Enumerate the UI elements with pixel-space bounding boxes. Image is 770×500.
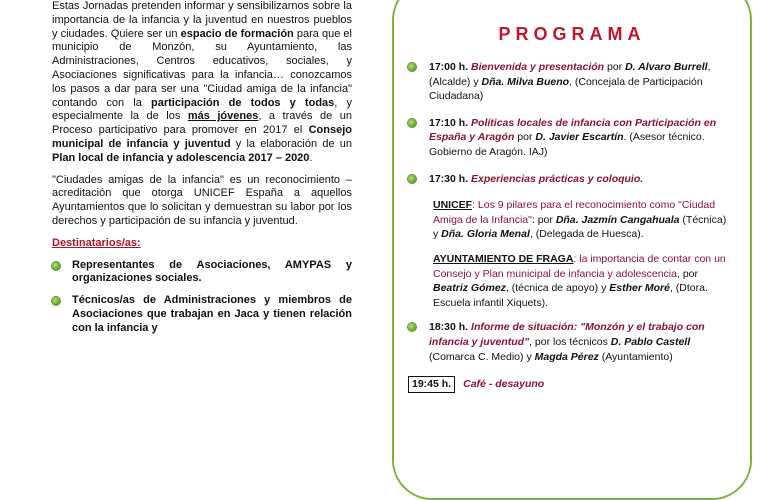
programa-list (408, 60, 732, 393)
item-event: Bienvenida y presentación (471, 61, 605, 73)
intro-text: para que el municipio de Monzón, su Ayuntamiento, las Administraciones, Centros educativos, sociales, y Asociaciones significativas para la infancia… conozcamos los pasos a dar para ser una "Ciudad amiga de la infancia" contando con la (52, 27, 352, 109)
item-role: (Técnica) y (433, 213, 727, 241)
programa-item-text (429, 172, 732, 187)
intro-emphasis: espacio de formación (180, 27, 294, 40)
intro-text: y la elaboración de un (230, 137, 353, 150)
sub-label: UNICEF (433, 199, 473, 212)
programa-item-text (429, 320, 732, 364)
item-event: Café - desayuno (463, 378, 545, 391)
green-bullet-icon (52, 262, 60, 270)
sub-label: AYUNTAMIENTO DE FRAGA (433, 252, 574, 265)
green-bullet-icon (408, 175, 416, 183)
intro-text: . (309, 151, 313, 164)
item-role: , (Alcalde) y (429, 61, 711, 88)
green-bullet-icon (52, 297, 60, 305)
item-person: Dña. Milva Bueno (481, 75, 570, 88)
destinatarios-item-text: Técnicos/as de Administraciones y miembros de Asociaciones que trabajan en Jaca y tienen relación con la infancia y (72, 294, 352, 334)
item-time: 17:00 h. (429, 61, 469, 73)
green-bullet-icon (408, 63, 416, 71)
item-time: 18:30 h. (429, 321, 469, 334)
last-item (408, 376, 732, 393)
item-role: . (Asesor técnico. Gobierno de Aragón. IAJ) (429, 131, 705, 158)
programa-item-text (429, 60, 732, 104)
destinatarios-item (52, 294, 352, 335)
item-person: Dña. Gloria Menal (441, 228, 530, 241)
intro-emphasis: Plan local de infancia y adolescencia 2017 – 2020 (52, 151, 310, 164)
item-person: D. Javier Escartín (535, 131, 624, 144)
time-box: 19:45 h. (408, 376, 455, 393)
item-time: 17:10 h. (429, 116, 469, 129)
sub-event: : la importancia de contar con un Consejo y Plan municipal de infancia y adolescencia, (433, 252, 726, 280)
sub-event: : Los 9 pilares para el reconocimiento como "Ciudad Amiga de la Infancia" (433, 199, 716, 226)
item-person: Beatriz Gómez (433, 282, 506, 295)
item-role: , (Concejala de Participación Ciudadana) (429, 75, 703, 103)
item-person: Dña. Jazmín Cangahuala (555, 213, 680, 226)
intro-emphasis: Consejo municipal de infancia y juventud (52, 124, 352, 150)
intro-paragraph (52, 0, 352, 166)
item-time: 17:30 h. (429, 172, 469, 185)
item-person: Magda Pérez (534, 350, 599, 363)
item-text: por (604, 61, 626, 73)
item-role: (Comarca C. Medio) y (429, 350, 535, 363)
item-text: : por (531, 213, 556, 226)
intro-emphasis: más jóvenes (187, 110, 259, 123)
item-text: por (679, 267, 698, 280)
unicef-block (433, 198, 733, 242)
programa-item (408, 172, 732, 187)
item-person: D. Alvaro Burrell (625, 61, 708, 73)
intro-text: Estas Jornadas pretenden informar y sensibilizarnos sobre la importancia de la infancia y la juventud en nuestros pueblos y ciudades. Quiere ser un (52, 0, 352, 40)
item-person: D. Pablo Castell (610, 335, 691, 348)
item-event: Informe de situación: "Monzón y el trabajo con infancia y juventud" (429, 321, 705, 348)
green-bullet-icon (408, 119, 416, 127)
item-text: por (514, 131, 536, 144)
destinatarios-item-text: Representantes de Asociaciones, AMYPAS y organizaciones sociales. (72, 258, 352, 285)
item-event: Experiencias prácticas y coloquio. (471, 172, 644, 185)
intro-column (52, 0, 352, 344)
destinatarios-item (52, 259, 352, 287)
item-role: , (Delegada de Huesca). (529, 228, 644, 241)
programa-item (408, 320, 732, 364)
item-event: Políticas locales de infancia con Participación en España y Aragón (429, 116, 717, 144)
item-role: , (técnica de apoyo) y (505, 282, 610, 295)
programa-item (408, 60, 732, 104)
intro-text: , a través de un Proceso participativo para promover en 2017 el (52, 110, 352, 137)
programa-title: PROGRAMA (498, 24, 646, 44)
item-role: (Ayuntamiento) (598, 350, 673, 363)
item-text: , por los técnicos (529, 335, 611, 348)
item-role: , (Dtora. Escuela infantil Xiquets). (433, 282, 708, 309)
fraga-block (433, 252, 733, 310)
item-person: Esther Moré (609, 282, 670, 295)
intro-text: , y especialmente la de los (52, 96, 352, 123)
programa-item (408, 116, 732, 160)
green-bullet-icon (408, 323, 416, 331)
intro-emphasis: participación de todos y todas (151, 96, 335, 109)
ciudades-paragraph: "Ciudades amigas de la infancia" es un reconocimiento – acreditación que otorga UNICEF España a aquellos Ayuntamientos que lo solicitan y demuestran su labor por los derechos y participación de su infancia y juventud. (52, 173, 352, 227)
destinatarios-title: Destinatarios/as: (52, 236, 141, 249)
programa-item-text (429, 116, 732, 160)
